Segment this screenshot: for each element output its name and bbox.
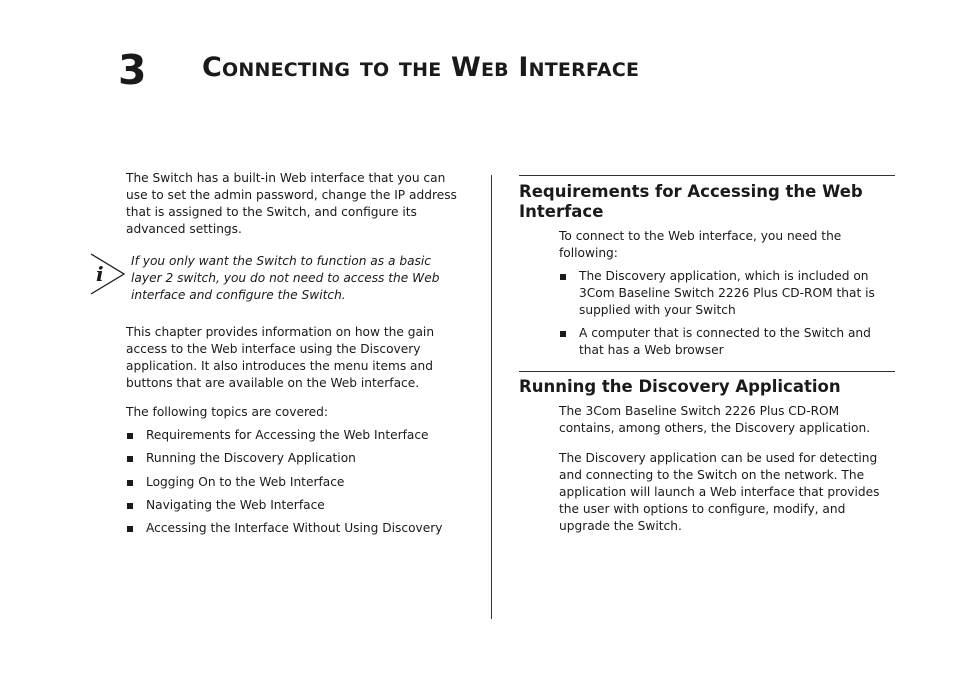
column-divider <box>491 175 492 619</box>
section-heading: Requirements for Accessing the Web Interface <box>519 182 863 221</box>
bullet <box>127 433 133 439</box>
note-text: If you only want the Switch to function as a basic layer 2 switch, you do not need to access the Web interface and configure the Switch. <box>131 254 440 302</box>
requirements-list <box>559 268 895 359</box>
list-item: A computer that is connected to the Switch and that has a Web browser <box>559 325 895 359</box>
section-paragraph: The 3Com Baseline Switch 2226 Plus CD-ROM contains, among others, the Discovery application. <box>559 404 871 436</box>
bullet <box>127 526 133 532</box>
intro-paragraph: The Switch has a built-in Web interface that you can use to set the admin password, change the IP address that is assigned to the Switch, and configure its advanced settings. <box>126 171 457 236</box>
note <box>96 253 461 304</box>
section-heading: Running the Discovery Application <box>519 377 841 397</box>
bullet <box>560 331 566 337</box>
topics-intro: The following topics are covered: <box>126 405 329 419</box>
bullet <box>127 480 133 486</box>
list-item: Accessing the Interface Without Using Discovery <box>126 520 466 537</box>
info-icon <box>90 253 126 295</box>
svg-text:i: i <box>96 262 104 286</box>
section-intro: To connect to the Web interface, you need the following: <box>559 229 842 260</box>
chapter-title: Connecting to the Web Interface <box>202 52 640 83</box>
list-item: The Discovery application, which is included on 3Com Baseline Switch 2226 Plus CD-ROM that is supplied with your Switch <box>559 268 895 319</box>
list-item: Requirements for Accessing the Web Interface <box>126 427 466 444</box>
list-item: Logging On to the Web Interface <box>126 474 466 491</box>
bullet <box>127 503 133 509</box>
section-discovery <box>519 371 895 535</box>
bullet <box>560 274 566 280</box>
right-column <box>519 175 895 535</box>
topics-list <box>126 427 466 537</box>
section-requirements <box>519 175 895 359</box>
list-item: Navigating the Web Interface <box>126 497 466 514</box>
bullet <box>127 456 133 462</box>
list-item: Running the Discovery Application <box>126 450 466 467</box>
left-column <box>96 170 466 543</box>
chapter-number: 3 <box>118 46 147 94</box>
section-paragraph: The Discovery application can be used for detecting and connecting to the Switch on the network. The application will launch a Web interface that provides the user with options to configure, modify, and upgrade the Switch. <box>559 451 880 534</box>
chapter-info-paragraph: This chapter provides information on how the gain access to the Web interface using the Discovery application. It also introduces the menu items and buttons that are available on the Web interface. <box>126 325 435 390</box>
